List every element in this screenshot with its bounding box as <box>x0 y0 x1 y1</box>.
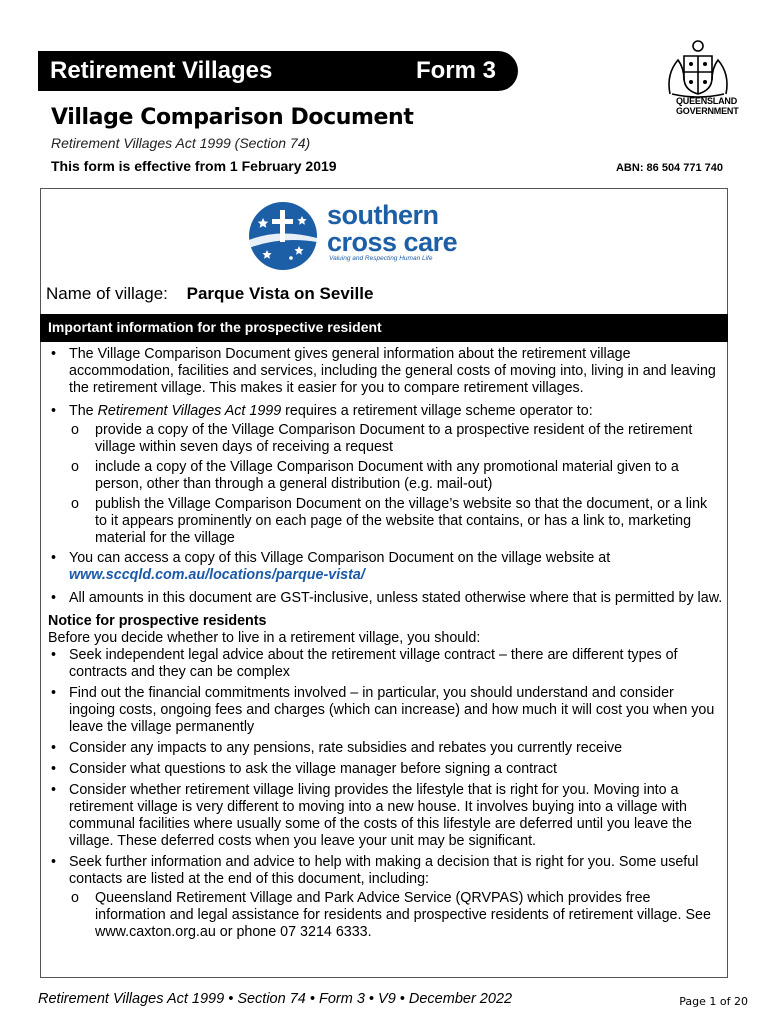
important-info-heading: Important information for the prospective resident <box>40 314 728 342</box>
list-item: • The Village Comparison Document gives general information about the retirement village accommodation, facilities and services, including the general costs of moving into, living in and leaving the retirement village. This makes it easier for you to compare retirement villages. <box>48 346 723 397</box>
list-item: • All amounts in this document are GST-inclusive, unless stated otherwise where that is permitted by law. <box>48 590 723 607</box>
website-access-text: You can access a copy of this Village Comparison Document on the village website at <box>69 550 611 566</box>
important-info-list <box>48 346 723 607</box>
form-number: Form 3 <box>415 57 496 84</box>
document-subtitle: Village Comparison Document <box>51 105 414 130</box>
sub-list-item: o Queensland Retirement Village and Park Advice Service (QRVPAS) which provides free information and legal assistance for residents and prospective residents of retirement village. See www.caxton.org.au or phone 07 3214 6333. <box>48 890 723 941</box>
form-title-bar <box>38 51 518 91</box>
list-item: • Seek independent legal advice about the retirement village contract – there are different types of contracts and they can be complex <box>48 647 723 681</box>
notice-heading: Notice for prospective residents <box>48 613 267 629</box>
act-requirement-prefix: The <box>69 403 98 419</box>
list-item <box>48 403 723 547</box>
logo-wordmark <box>327 202 457 256</box>
government-wordmark <box>676 96 739 116</box>
sub-list-item: o provide a copy of the Village Comparison Document to a prospective resident of the retirement village within seven days of receiving a request <box>48 422 723 456</box>
operator-requirements-list <box>48 422 723 547</box>
logo-wordmark-line-2: cross care <box>327 227 458 257</box>
village-name-label: Name of village: <box>46 284 168 303</box>
list-item: • Consider what questions to ask the village manager before signing a contract <box>48 761 723 778</box>
act-name: Retirement Villages Act 1999 <box>97 403 282 419</box>
sub-list-item: o publish the Village Comparison Document on the village’s website so that the document, or a link to it appears prominently on each page of the website that contains, or has a link to, marketing material for the village <box>48 496 723 547</box>
government-line-1: QUEENSLAND <box>676 96 738 106</box>
page-number: Page 1 of 20 <box>679 995 748 1008</box>
form-title: Retirement Villages <box>50 57 273 84</box>
list-item: • Consider whether retirement village living provides the lifestyle that is right for you. Moving into a retirement village is very different to moving into a new house. It involves buying into a village with communal facilities where usually some of the costs of this lifestyle are deferred until you leave the village. These deferred costs when you leave your unit may be significant. <box>48 782 723 850</box>
southern-cross-care-logo <box>247 200 477 272</box>
footer-text: Retirement Villages Act 1999 • Section 74 • Form 3 • V9 • December 2022 <box>38 991 513 1007</box>
list-item <box>48 854 723 941</box>
government-line-2: GOVERNMENT <box>676 106 739 116</box>
village-website-link[interactable]: www.sccqld.com.au/locations/parque-vista/ <box>69 567 365 583</box>
contacts-list <box>48 890 723 941</box>
village-name-row <box>46 284 373 304</box>
southern-cross-emblem-icon <box>247 200 319 272</box>
sub-list-item: o include a copy of the Village Comparison Document with any promotional material given to a person, other than through a general distribution (e.g. mail-out) <box>48 459 723 493</box>
notice-intro: Before you decide whether to live in a retirement village, you should: <box>48 630 481 646</box>
document-body <box>48 346 723 944</box>
abn-number: ABN: 86 504 771 740 <box>615 162 723 174</box>
list-item: • Consider any impacts to any pensions, rate subsidies and rebates you currently receive <box>48 740 723 757</box>
act-requirement-suffix: requires a retirement village scheme operator to: <box>281 403 593 419</box>
list-item: • Find out the financial commitments involved – in particular, you should understand and consider ingoing costs, ongoing fees and charges (which can increase) and how much it will cost you when you leave the village permanently <box>48 685 723 736</box>
logo-wordmark-line-1: southern <box>327 200 439 230</box>
effective-date: This form is effective from 1 February 2019 <box>51 158 337 174</box>
logo-tagline: Valuing and Respecting Human Life <box>329 255 433 262</box>
list-item <box>48 550 723 584</box>
act-reference: Retirement Villages Act 1999 (Section 74) <box>51 135 311 151</box>
village-name-value: Parque Vista on Seville <box>186 284 374 303</box>
notice-list <box>48 647 723 941</box>
further-info-text: Seek further information and advice to help with making a decision that is right for you. Some useful contacts are listed at the end of this document, including: <box>69 854 699 887</box>
